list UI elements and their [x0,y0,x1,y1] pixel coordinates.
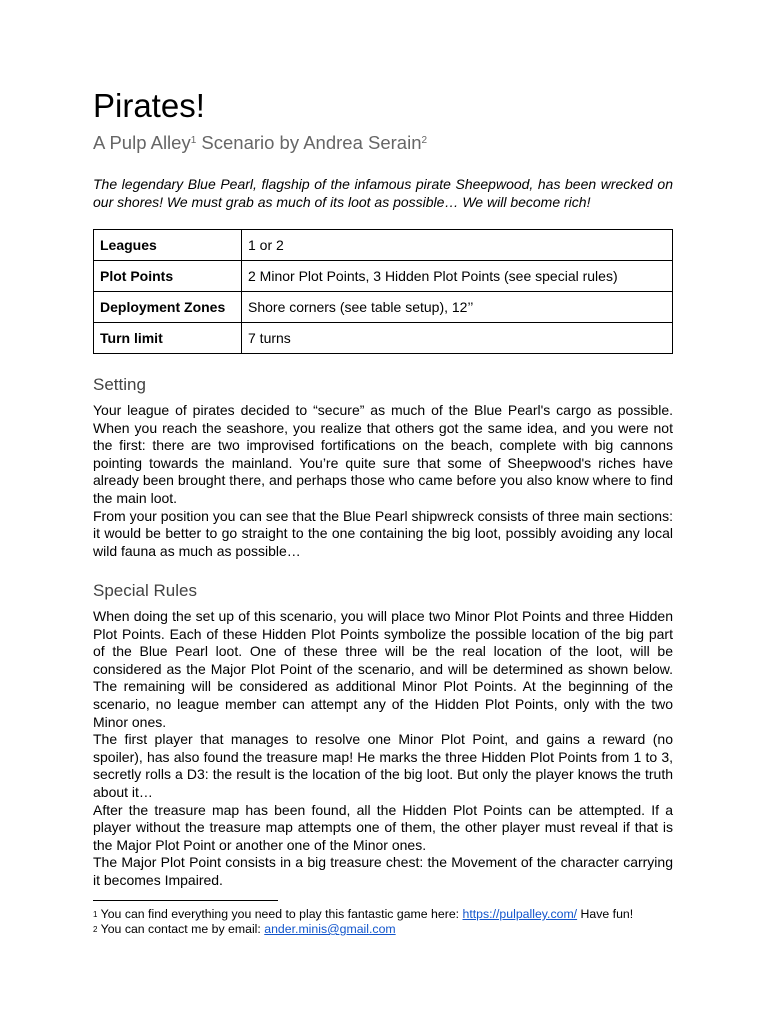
scenario-info-table [93,229,673,354]
special-rules-paragraph: When doing the set up of this scenario, you will place two Minor Plot Points and three Hidden Plot Points. Each of these Hidden Plot Points symbolize the possible location of the big part of the Blue Pearl loot. One of these three will be the real location of the loot, will be considered as the Major Plot Point of the scenario, and will be determined as shown below. The remaining will be considered as additional Minor Plot Points. At the beginning of the scenario, no league member can attempt any of the Hidden Plot Points, only with the two Minor ones. [93,608,673,730]
footnote-text-after: Have fun! [577,907,634,921]
special-rules-paragraph: After the treasure map has been found, all the Hidden Plot Points can be attempted. If a player without the treasure map attempts one of them, the other player must reveal if that is the Major Plot Point or another one of the Minor ones. [93,801,673,853]
intro-text: The legendary Blue Pearl, flagship of the infamous pirate Sheepwood, has been wrecked on our shores! We must grab as much of its loot as possible… We will become rich! [93,176,673,210]
setting-heading: Setting [93,375,146,394]
email-link[interactable]: ander.minis@gmail.com [264,922,396,936]
pulpalley-link[interactable]: https://pulpalley.com/ [462,907,578,921]
footnote-1 [93,907,633,922]
table-key: Turn limit [94,323,242,354]
subtitle [93,131,427,155]
table-row [94,323,673,354]
footnote-number: 2 [93,925,98,934]
footnote-ref-1: 1 [190,135,197,146]
special-rules-section [93,608,673,890]
subtitle-part-1: A Pulp Alley [93,132,191,153]
table-value: 2 Minor Plot Points, 3 Hidden Plot Points (see special rules) [242,261,673,292]
footnote-number: 1 [93,910,98,919]
footnote-divider [93,900,278,901]
table-value: 7 turns [242,323,673,354]
table-row [94,230,673,261]
table-key: Leagues [94,230,242,261]
footnote-text: You can contact me by email: [97,922,265,936]
subtitle-part-2: Scenario by Andrea Serain [196,132,422,153]
setting-section [93,402,673,560]
table-row [94,261,673,292]
table-key: Plot Points [94,261,242,292]
footnote-text: You can find everything you need to play this fantastic game here: [97,907,463,921]
special-rules-paragraph: The first player that manages to resolve one Minor Plot Point, and gains a reward (no spoiler), has also found the treasure map! He marks the three Hidden Plot Points from 1 to 3, secretly rolls a D3: the result is the location of the big loot. But only the player knows the truth about it… [93,731,673,800]
table-row [94,292,673,323]
setting-paragraph: Your league of pirates decided to “secure” as much of the Blue Pearl's cargo as possible. When you reach the seashore, you realize that others got the same idea, and you were not the first: there are two improvised fortifications on the beach, complete with big cannons pointing towards the mainland. You’re quite sure that some of Sheepwood's riches have already been brought there, and perhaps those who came before you also know where to find the main loot. [93,402,673,506]
special-rules-heading: Special Rules [93,581,197,600]
special-rules-paragraph: The Major Plot Point consists in a big treasure chest: the Movement of the character carrying it becomes Impaired. [93,854,673,888]
table-value: 1 or 2 [242,230,673,261]
table-value: Shore corners (see table setup), 12’’ [242,292,673,323]
footnote-2 [93,922,396,937]
footnote-ref-2: 2 [421,135,428,146]
page-title: Pirates! [93,87,205,124]
setting-paragraph: From your position you can see that the Blue Pearl shipwreck consists of three main sections: it would be better to go straight to the one containing the big loot, possibly avoiding any local wild fauna as much as possible… [93,507,673,559]
table-key: Deployment Zones [94,292,242,323]
